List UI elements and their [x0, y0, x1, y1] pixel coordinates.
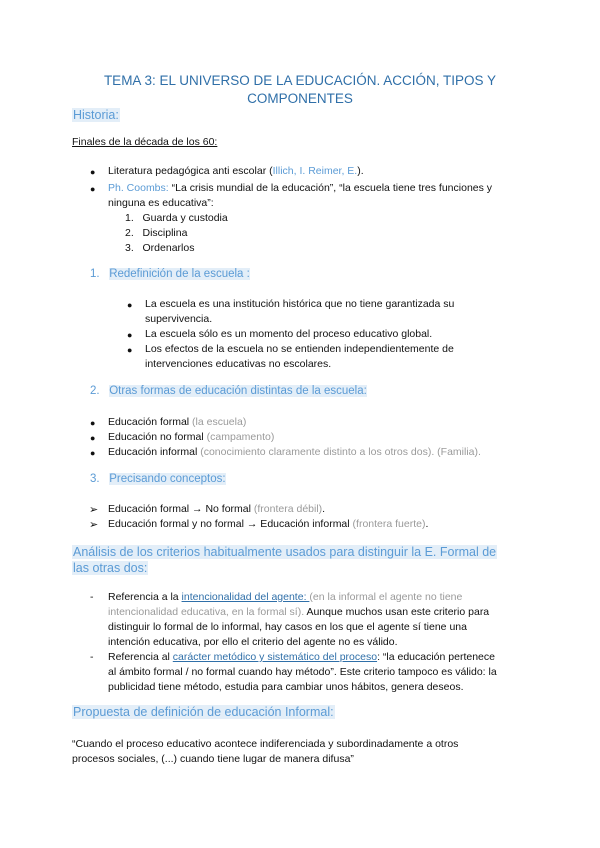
section-1-bullet-1: La escuela es una institución histórica que no tiene garantizada su [145, 298, 455, 310]
analisis-item-2-line-2: al ámbito formal / no formal cuando hay método”. Este criterio tampoco es válido: la [108, 666, 497, 678]
analisis-item-1-line-2: intencionalidad educativa, en la formal sí). Aunque muchos usan este criterio para [108, 606, 490, 618]
bullet-icon: ● [90, 418, 96, 428]
bullet-icon: ● [127, 300, 133, 310]
propuesta-quote-line-2: procesos sociales, (...) cuando tiene lugar de manera difusa” [72, 753, 354, 765]
historia-heading: Historia: [73, 108, 119, 122]
historia-bullet-1: Literatura pedagógica anti escolar (Illich, I. Reimer, E.). [108, 165, 364, 177]
analisis-heading-line-1: Análisis de los criterios habitualmente usados para distinguir la E. Formal de [73, 545, 497, 559]
arrow-bullet-icon: ➢ [89, 504, 99, 516]
arrow-bullet-icon: ➢ [89, 519, 99, 531]
dash-bullet-icon: - [90, 591, 94, 603]
section-2-heading: 2. Otras formas de educación distintas de la escuela: [90, 385, 367, 397]
analisis-item-2-line-3: publicidad tiene método, estudia para cambiar unos hábitos, genera deseos. [108, 681, 464, 693]
numbered-item-1: 1. Guarda y custodia [125, 212, 228, 224]
analisis-item-1-line-3: distinguir lo formal de lo informal, hay casos en los que el agente sí tiene una [108, 621, 467, 633]
bullet-icon: ● [90, 167, 96, 177]
propuesta-heading: Propuesta de definición de educación Informal: [73, 705, 334, 719]
historia-subheading: Finales de la década de los 60: [72, 136, 218, 148]
dash-bullet-icon: - [90, 651, 94, 663]
analisis-item-2-line-1: Referencia al carácter metódico y sistemático del proceso: “la educación pertenece [108, 651, 495, 663]
bullet-icon: ● [90, 448, 96, 458]
section-1-bullet-2: La escuela sólo es un momento del proceso educativo global. [145, 328, 433, 340]
section-2-item-3: Educación informal (conocimiento claramente distinto a los otros dos). (Familia). [108, 446, 481, 458]
page-title: TEMA 3: EL UNIVERSO DE LA EDUCACIÓN. ACCIÓN, TIPOS Y COMPONENTES [103, 73, 497, 106]
section-1-bullet-3-cont: intervenciones educativas no escolares. [145, 358, 332, 370]
section-1-bullet-3: Los efectos de la escuela no se entienden independientemente de [145, 343, 454, 355]
analisis-heading-line-2: las otras dos: [73, 561, 148, 575]
section-1-bullet-1-cont: supervivencia. [145, 313, 213, 325]
section-2-item-1: Educación formal (la escuela) [108, 416, 247, 428]
analisis-item-1-line-1: Referencia a la intencionalidad del agente: (en la informal el agente no tiene [108, 591, 463, 603]
bullet-icon: ● [127, 330, 133, 340]
bullet-icon: ● [90, 433, 96, 443]
section-2-item-2: Educación no formal (campamento) [108, 431, 275, 443]
section-3-heading: 3. Precisando conceptos: [90, 473, 226, 485]
analisis-item-1-line-4: intención educativa, por ello el criterio del agente no es válido. [108, 636, 398, 648]
section-3-item-1: Educación formal → No formal (frontera débil). [108, 503, 326, 515]
historia-bullet-2-cont: ninguna es educativa”: [108, 197, 214, 209]
section-3-item-2: Educación formal y no formal → Educación informal (frontera fuerte). [108, 518, 429, 530]
historia-bullet-2: Ph. Coombs: “La crisis mundial de la educación”, “la escuela tiene tres funciones y [108, 182, 493, 194]
numbered-item-3: 3. Ordenarlos [125, 242, 195, 254]
numbered-item-2: 2. Disciplina [125, 227, 188, 239]
bullet-icon: ● [90, 184, 96, 194]
section-1-heading: 1. Redefinición de la escuela : [90, 268, 250, 280]
bullet-icon: ● [127, 345, 133, 355]
propuesta-quote-line-1: “Cuando el proceso educativo acontece indiferenciada y subordinadamente a otros [72, 738, 459, 750]
